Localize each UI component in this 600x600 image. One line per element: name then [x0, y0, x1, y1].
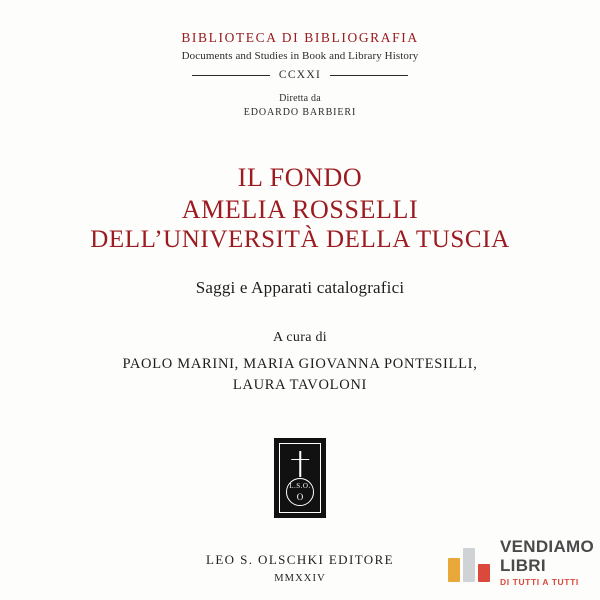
title-line-1: IL FONDO: [237, 163, 363, 192]
publisher-mark-letter: O: [296, 491, 304, 502]
watermark-text: [500, 538, 594, 587]
watermark-line-1: VENDIAMO: [499, 536, 594, 556]
books-icon: [448, 542, 492, 582]
rule-right: [330, 75, 408, 76]
series-director-name: EDOARDO BARBIERI: [243, 107, 357, 118]
publication-year: MMXXIV: [274, 572, 326, 584]
book-title: [0, 162, 600, 256]
watermark-line-3: DI TUTTI A TUTTI: [499, 576, 579, 587]
publisher-name: LEO S. OLSCHKI EDITORE: [206, 551, 394, 567]
watermark-badge: [448, 538, 594, 587]
series-rule-row: [0, 69, 600, 81]
series-subtitle: Documents and Studies in Book and Library History: [181, 50, 419, 62]
directed-by-label: Diretta da: [279, 93, 321, 104]
watermark-line-2: LIBRI: [499, 555, 546, 575]
volume-number: CCXXI: [278, 69, 322, 81]
editors-block: [0, 330, 600, 396]
book-subtitle: Saggi e Apparati catalografici: [195, 277, 405, 297]
book-spine-red-icon: [478, 564, 490, 582]
publisher-initials: L.S.O.: [289, 481, 311, 490]
series-header: [0, 30, 600, 118]
publisher-mark-wrapper: [274, 438, 326, 518]
book-spine-grey-icon: [463, 548, 475, 582]
series-title: BIBLIOTECA DI BIBLIOGRAFIA: [181, 30, 419, 45]
editor-name-line-2: LAURA TAVOLONI: [232, 376, 368, 393]
editor-name-line-1: PAOLO MARINI, MARIA GIOVANNA PONTESILLI,: [122, 355, 478, 372]
book-spine-yellow-icon: [448, 558, 460, 582]
editors-names: [0, 354, 600, 396]
title-line-2: AMELIA ROSSELLI: [181, 194, 419, 224]
title-line-3: DELL’UNIVERSITÀ DELLA TUSCIA: [90, 226, 510, 254]
editors-lead-label: A cura di: [272, 329, 328, 345]
publisher-logo-frame: [279, 443, 321, 513]
rule-left: [192, 75, 270, 76]
publisher-logo-icon: [274, 438, 326, 518]
cross-icon: [299, 451, 301, 477]
